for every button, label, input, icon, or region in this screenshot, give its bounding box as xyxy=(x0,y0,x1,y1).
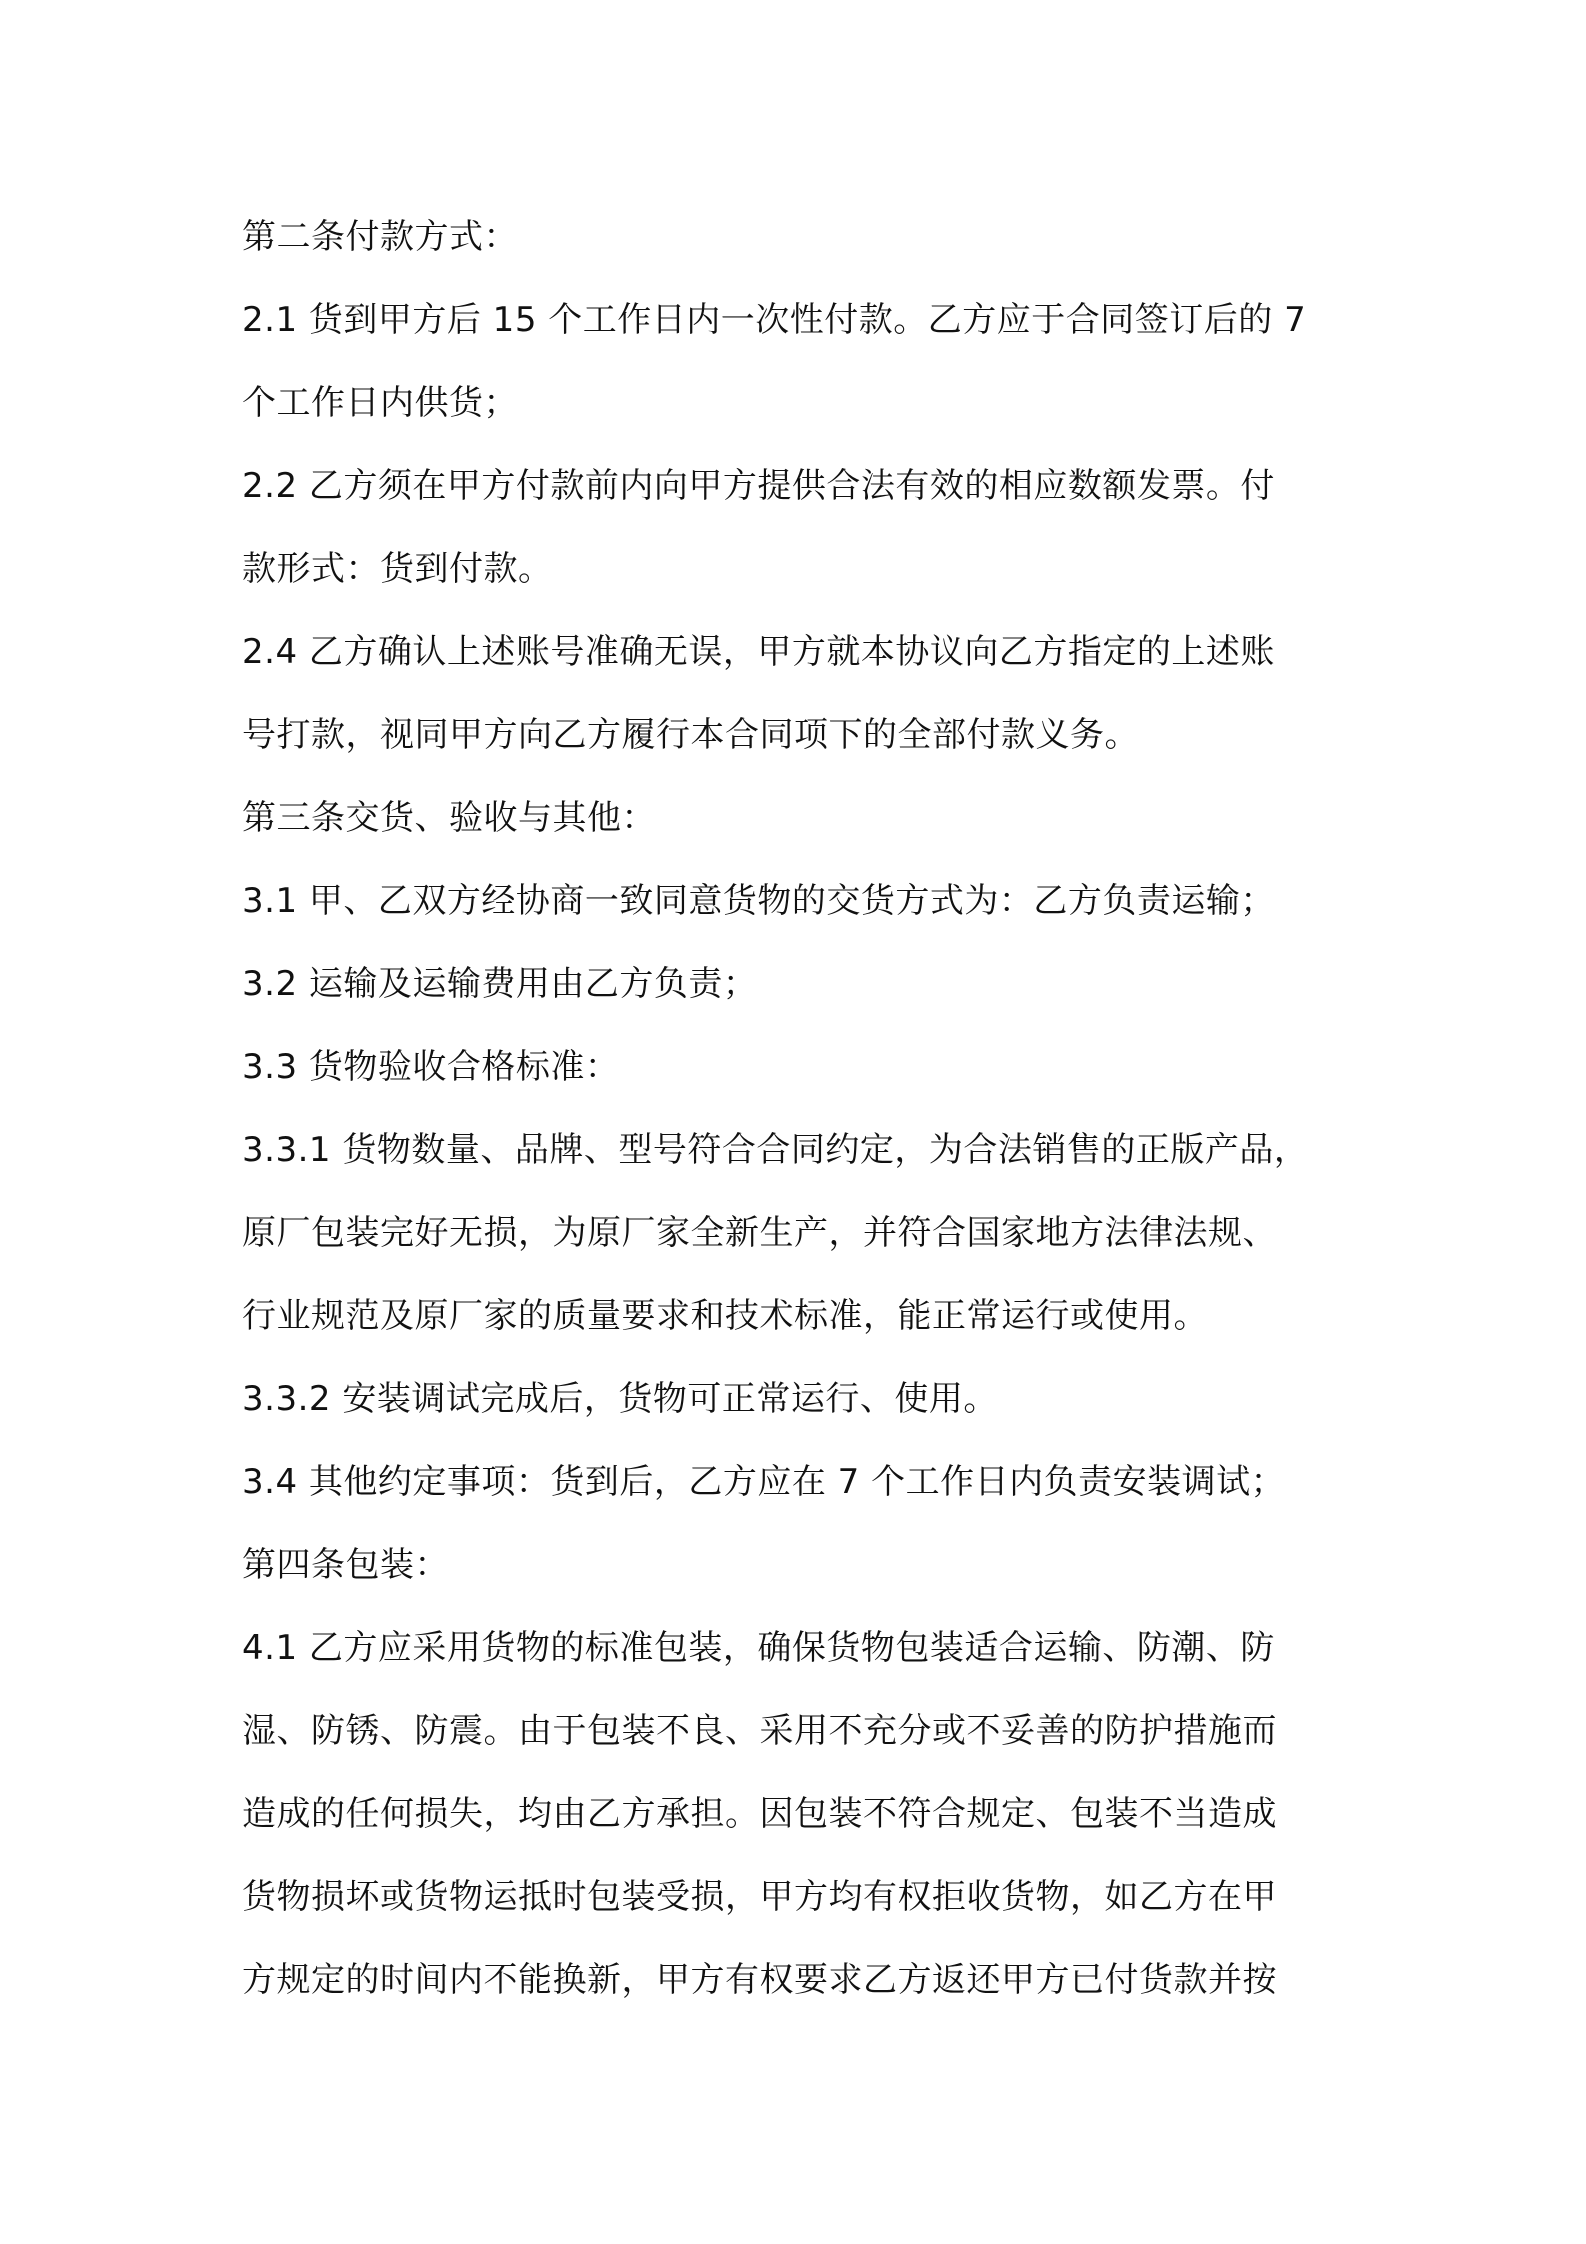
clause-4-1-line-1: 4.1 乙方应采用货物的标准包装，确保货物包装适合运输、防潮、防 xyxy=(242,1628,1275,1668)
clause-3-1: 3.1 甲、乙双方经协商一致同意货物的交货方式为：乙方负责运输； xyxy=(242,881,1275,921)
clause-2-1-line-2: 个工作日内供货； xyxy=(242,383,518,423)
clause-3-3-2: 3.3.2 安装调试完成后，货物可正常运行、使用。 xyxy=(242,1379,998,1419)
clause-4-1-line-3: 造成的任何损失，均由乙方承担。因包装不符合规定、包装不当造成 xyxy=(242,1794,1277,1834)
clause-3-3-1-line-3: 行业规范及原厂家的质量要求和技术标准，能正常运行或使用。 xyxy=(242,1296,1208,1336)
contract-text xyxy=(242,196,1362,2022)
clause-4-1-line-4: 货物损坏或货物运抵时包装受损，甲方均有权拒收货物，如乙方在甲 xyxy=(242,1877,1277,1917)
section-heading-payment: 第二条付款方式： xyxy=(242,217,518,257)
clause-2-2-line-2: 款形式：货到付款。 xyxy=(242,549,553,589)
clause-2-1-line-1: 2.1 货到甲方后 15 个工作日内一次性付款。乙方应于合同签订后的 7 xyxy=(242,300,1307,340)
clause-4-1-line-2: 湿、防锈、防震。由于包装不良、采用不充分或不妥善的防护措施而 xyxy=(242,1711,1277,1751)
clause-2-4-line-2: 号打款，视同甲方向乙方履行本合同项下的全部付款义务。 xyxy=(242,715,1139,755)
section-heading-packaging: 第四条包装： xyxy=(242,1545,449,1585)
clause-4-1-line-5: 方规定的时间内不能换新，甲方有权要求乙方返还甲方已付货款并按 xyxy=(242,1960,1277,2000)
clause-3-2: 3.2 运输及运输费用由乙方负责； xyxy=(242,964,758,1004)
clause-3-4: 3.4 其他约定事项：货到后，乙方应在 7 个工作日内负责安装调试； xyxy=(242,1462,1286,1502)
clause-3-3: 3.3 货物验收合格标准： xyxy=(242,1047,620,1087)
clause-2-4-line-1: 2.4 乙方确认上述账号准确无误，甲方就本协议向乙方指定的上述账 xyxy=(242,632,1275,672)
section-heading-delivery: 第三条交货、验收与其他： xyxy=(242,798,656,838)
clause-3-3-1-line-2: 原厂包装完好无损，为原厂家全新生产，并符合国家地方法律法规、 xyxy=(242,1213,1277,1253)
clause-3-3-1-line-1: 3.3.1 货物数量、品牌、型号符合合同约定，为合法销售的正版产品， xyxy=(242,1130,1309,1170)
clause-2-2-line-1: 2.2 乙方须在甲方付款前内向甲方提供合法有效的相应数额发票。付 xyxy=(242,466,1275,506)
